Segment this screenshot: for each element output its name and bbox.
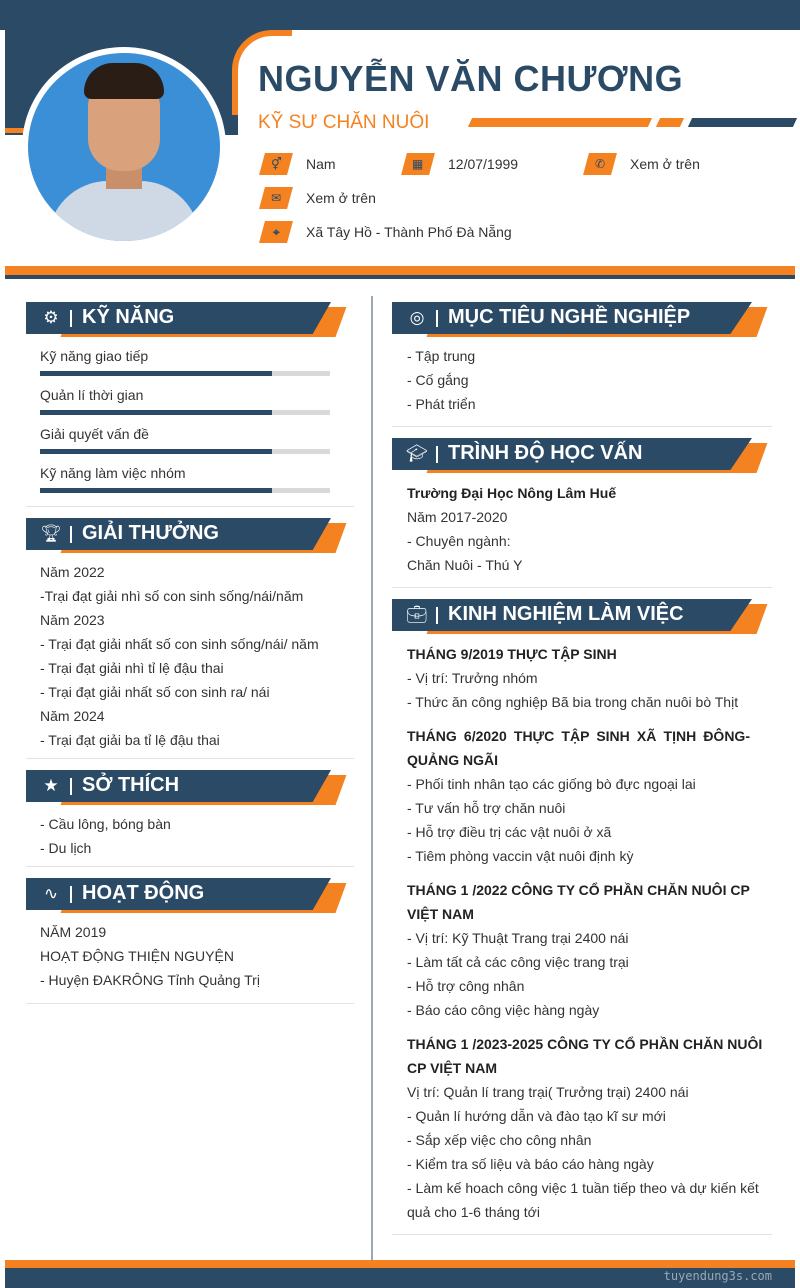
- skill-label: Kỹ năng làm việc nhóm: [40, 465, 186, 481]
- calendar-icon: ▦: [401, 153, 435, 175]
- section-title-objective: MỤC TIÊU NGHỀ NGHIỆP: [448, 306, 691, 328]
- job-line: - Quản lí hướng dẫn và đào tạo kĩ sư mới: [407, 1108, 666, 1124]
- job-line: - Hỗ trợ công nhân: [407, 978, 525, 994]
- star-icon: ★: [43, 776, 59, 795]
- job-heading: THÁNG 1 /2023-2025 CÔNG TY CỔ PHẦN CHĂN NUÔI: [407, 1036, 763, 1052]
- briefcase-icon: 💼︎: [406, 605, 428, 624]
- awards-line: Năm 2022: [40, 564, 105, 580]
- section-separator: [26, 866, 354, 867]
- section-header-awards: [26, 518, 346, 552]
- section-title-skills: KỸ NĂNG: [82, 306, 175, 328]
- education-school: Trường Đại Học Nông Lâm Huế: [407, 485, 617, 501]
- job-line: - Phối tinh nhân tạo các giống bò đực ngoại lai: [407, 776, 696, 792]
- pulse-icon: ∿: [43, 884, 59, 903]
- location-icon: ⌖: [259, 221, 293, 243]
- info-gender: [262, 153, 336, 175]
- awards-line: - Trại đạt giải nhất số con sinh sống/nái/ năm: [40, 636, 319, 652]
- job-line: - Vị trí: Trưởng nhóm: [407, 670, 538, 686]
- section-header-skills: [26, 302, 346, 336]
- mail-icon: ✉: [259, 187, 293, 209]
- section-title-awards: GIẢI THƯỞNG: [82, 522, 219, 544]
- job-line: Vị trí: Quản lí trang trại( Trưởng trại) 2400 nái: [407, 1084, 689, 1100]
- job-line: - Làm kế hoach công việc 1 tuần tiếp theo và dự kiến kết: [407, 1180, 759, 1196]
- birthday-value: 12/07/1999: [448, 156, 519, 172]
- education-line: - Chuyên ngành:: [407, 533, 511, 549]
- awards-line: - Trại đạt giải nhất số con sinh ra/ nái: [40, 684, 270, 700]
- address-value: Xã Tây Hồ - Thành Phố Đà Nẵng: [306, 224, 512, 240]
- job-line: - Tiêm phòng vaccin vật nuôi định kỳ: [407, 848, 634, 864]
- job-line: - Sắp xếp việc cho công nhân: [407, 1132, 592, 1148]
- section-separator: [26, 758, 354, 759]
- section-separator: [26, 506, 354, 507]
- job-line: - Tư vấn hỗ trợ chăn nuôi: [407, 800, 566, 816]
- job-line: - Kiểm tra số liệu và báo cáo hàng ngày: [407, 1156, 654, 1172]
- section-separator: [392, 426, 772, 427]
- candidate-name: NGUYỄN VĂN CHƯƠNG: [258, 58, 684, 99]
- section-separator: [392, 587, 772, 588]
- section-title-experience: KINH NGHIỆM LÀM VIỆC: [448, 603, 684, 625]
- section-title-hobbies: SỞ THÍCH: [82, 774, 180, 796]
- awards-line: - Trại đạt giải ba tỉ lệ đậu thai: [40, 732, 220, 748]
- phone-icon: ✆: [583, 153, 617, 175]
- section-header-experience: [392, 599, 772, 633]
- job-line: - Thức ăn công nghiệp Bã bia trong chăn nuôi bò Thịt: [407, 694, 739, 710]
- objective-line: - Tập trung: [407, 348, 476, 364]
- skill-bar: [40, 488, 330, 493]
- skill-bar: [40, 371, 330, 376]
- education-line: Chăn Nuôi - Thú Y: [407, 557, 523, 573]
- section-separator: [26, 1003, 354, 1004]
- activities-line: - Huyện ĐAKRÔNG Tỉnh Quảng Trị: [40, 972, 260, 988]
- column-divider: [371, 296, 373, 1268]
- skill-label: Quản lí thời gian: [40, 387, 144, 403]
- job-heading: QUẢNG NGÃI: [407, 752, 498, 768]
- skill-label: Kỹ năng giao tiếp: [40, 348, 149, 364]
- awards-line: Năm 2023: [40, 612, 105, 628]
- job-heading: THÁNG 6/2020 THỰC TẬP SINH XÃ TỊNH ĐÔNG-: [407, 728, 750, 744]
- gear-icon: ⚙: [43, 308, 59, 327]
- education-line: Năm 2017-2020: [407, 509, 508, 525]
- job-line: - Báo cáo công việc hàng ngày: [407, 1002, 600, 1018]
- job-title: KỸ SƯ CHĂN NUÔI: [258, 112, 430, 133]
- footer-orange-bar: [5, 1260, 795, 1268]
- phone-value: Xem ở trên: [630, 156, 700, 172]
- job-line: quả cho 1-6 tháng tới: [407, 1204, 540, 1220]
- watermark: tuyendung3s.com: [663, 1269, 772, 1283]
- trophy-icon: 🏆︎: [40, 524, 62, 543]
- skill-bar: [40, 410, 330, 415]
- awards-line: -Trại đạt giải nhì số con sinh sống/nái/năm: [40, 588, 304, 604]
- objective-line: - Phát triển: [407, 396, 476, 412]
- job-line: - Làm tất cả các công việc trang trại: [407, 954, 629, 970]
- section-separator: [392, 1234, 772, 1235]
- job-title-stripes: [470, 118, 800, 127]
- gender-value: Nam: [306, 156, 336, 172]
- gender-icon: ⚥: [259, 153, 293, 175]
- graduation-cap-icon: 🎓︎: [406, 444, 428, 463]
- section-title-education: TRÌNH ĐỘ HỌC VẤN: [448, 442, 643, 464]
- awards-line: Năm 2024: [40, 708, 105, 724]
- section-header-objective: [392, 302, 772, 336]
- avatar: [22, 47, 226, 247]
- skill-label: Giải quyết vấn đề: [40, 426, 149, 442]
- job-line: - Vị trí: Kỹ Thuật Trang trại 2400 nái: [407, 930, 629, 946]
- skill-bar: [40, 449, 330, 454]
- job-heading: CP VIỆT NAM: [407, 1060, 497, 1076]
- objective-line: - Cố gắng: [407, 372, 469, 388]
- job-heading: VIỆT NAM: [407, 906, 474, 922]
- section-title-activities: HOẠT ĐỘNG: [82, 882, 205, 904]
- activities-line: NĂM 2019: [40, 924, 107, 940]
- job-heading: THÁNG 1 /2022 CÔNG TY CỔ PHẦN CHĂN NUÔI CP: [407, 882, 750, 898]
- hobbies-line: - Cầu lông, bóng bàn: [40, 816, 171, 832]
- section-header-education: [392, 438, 772, 472]
- job-heading: THÁNG 9/2019 THỰC TẬP SINH: [407, 646, 617, 662]
- header-divider-navy: [5, 275, 795, 279]
- activities-line: HOẠT ĐỘNG THIỆN NGUYỆN: [40, 948, 234, 964]
- email-value: Xem ở trên: [306, 190, 376, 206]
- info-email: [262, 187, 376, 209]
- target-icon: ◎: [409, 308, 425, 327]
- info-phone: [586, 153, 700, 175]
- job-line: - Hỗ trợ điều trị các vật nuôi ở xã: [407, 824, 612, 840]
- section-header-activities: [26, 878, 346, 912]
- info-address: [262, 221, 512, 243]
- awards-line: - Trại đạt giải nhì tỉ lệ đậu thai: [40, 660, 224, 676]
- info-birthday: [404, 153, 518, 175]
- section-header-hobbies: [26, 770, 346, 804]
- avatar-photo: [28, 53, 220, 241]
- hobbies-line: - Du lịch: [40, 840, 92, 856]
